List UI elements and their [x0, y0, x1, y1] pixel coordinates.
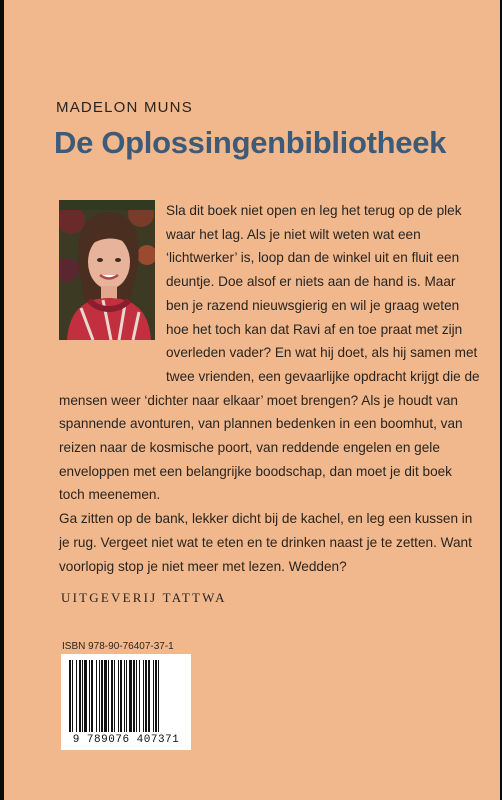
author-name: MADELON MUNS	[56, 99, 193, 116]
publisher-name: UITGEVERIJ TATTWA	[61, 590, 227, 605]
blurb-text	[59, 199, 481, 578]
blurb-paragraph-2: Ga zitten op de bank, lekker dicht bij de kachel, en leg een kussen in je rug. Vergeet niet wat te eten en te drinken naast je te zetten. Want voorlopig stop je niet meer met lezen. Wedden?	[59, 511, 473, 574]
book-back-cover	[4, 0, 500, 800]
isbn-number: ISBN 978-90-76407-37-1	[62, 641, 174, 652]
photo-spacer	[59, 199, 166, 365]
blurb-paragraph-1: Sla dit boek niet open en leg het terug op de plek waar het lag. Als je niet wilt weten wat een ‘lichtwerker’ is, loop dan de winkel uit en fluit een deuntje. Doe alsof er niets aan de hand is. Maar ben je razend nieuwsgierig en wil je graag weten hoe het toch kan dat Ravi af en toe praat met zijn overleden vader? En wat hij doet, als hij samen met twee vrienden, een gevaarlijke opdracht krijgt die de mensen weer ‘dichter naar elkaar’ moet brengen? Als je houdt van spannende avonturen, van plannen bedenken in een boomhut, van reizen naar de kosmische poort, van reddende engelen en gele enveloppen met een belangrijke boodschap, dan moet je dit boek toch meenemen.	[59, 203, 480, 503]
book-title: De Oplossingenbibliotheek	[54, 125, 447, 160]
barcode-digits: 9 789076 407371	[72, 734, 180, 746]
barcode	[61, 654, 191, 750]
